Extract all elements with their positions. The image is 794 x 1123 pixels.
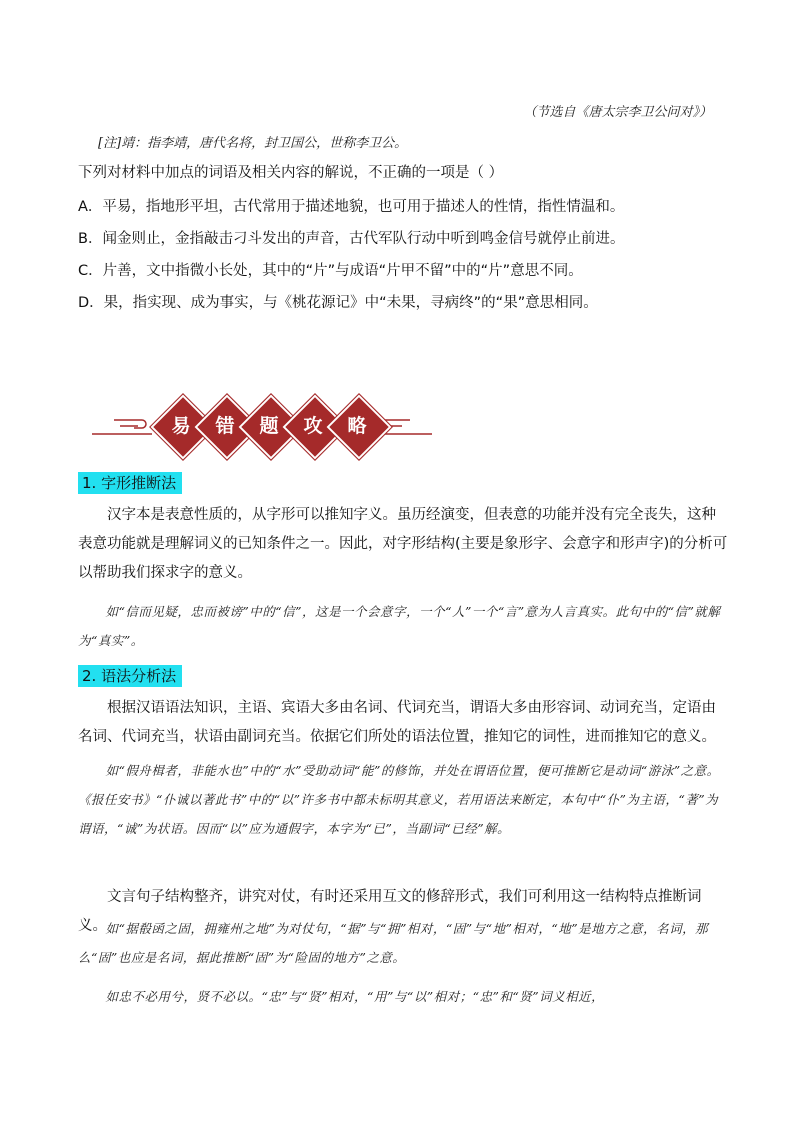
option-c: C．片善，文中指微小长处，其中的“片”与成语“片甲不留”中的“片”意思不同。 [78, 263, 583, 279]
banner-char: 略 [347, 415, 367, 437]
option-b: B．闻金则止，金指敲击刁斗发出的声音，古代军队行动中听到鸣金信号就停止前进。 [78, 231, 625, 247]
section-2-paragraph-2: 文言句子结构整齐，讲究对仗，有时还采用互文的修辞形式，我们可利用这一结构特点推断词义。 [78, 889, 702, 934]
section-2-example-2: 如“据殽函之固，拥雍州之地”为对仗句，“据”与“拥”相对，“固”与“地”相对，“地”是地方之意，名词，那么“固”也应是名词，据此推断“固”为“险固的地方”之意。 [78, 921, 709, 965]
banner-char: 攻 [303, 415, 323, 437]
annotation-note: [注]靖：指李靖，唐代名将，封卫国公，世称李卫公。 [98, 136, 408, 151]
source-citation: （节选自《唐太宗李卫公问对》） [523, 105, 712, 120]
section-heading-1: 1. 字形推断法 [78, 472, 182, 494]
section-1-example: 如“信而见疑，忠而被谤”中的“信”，这是一个会意字，一个“人”一个“言”意为人言真实。此句中的“信”就解为“真实”。 [78, 604, 721, 648]
section-heading-2: 2. 语法分析法 [78, 665, 182, 687]
section-2-example: 如“假舟楫者，非能水也”中的“水”受助动词“能”的修饰，并处在谓语位置，便可推断它是动词“游泳”之意。《报任安书》“仆诚以著此书”中的“以”许多书中都未标明其意义，若用语法来断定，本句中“仆”为主语，“著”为谓语，“诚”为状语。因而“以”应为通假字，本字为“已”，当副词“已经”解。 [78, 763, 720, 836]
question-stem: 下列对材料中加点的词语及相关内容的解说，不正确的一项是（ ） [78, 165, 504, 181]
banner-char: 易 [171, 415, 191, 437]
banner-char: 题 [259, 415, 279, 437]
section-banner [90, 396, 434, 456]
section-1-paragraph: 汉字本是表意性质的，从字形可以推知字义。虽历经演变，但表意的功能并没有完全丧失，这种表意功能就是理解词义的已知条件之一。因此，对字形结构(主要是象形字、会意字和形声字)的分析可以帮助我们探求字的意义。 [78, 507, 728, 581]
option-d: D．果，指实现、成为事实，与《桃花源记》中“未果，寻病终”的“果”意思相同。 [78, 295, 598, 311]
banner-char: 错 [215, 415, 235, 437]
option-a: A．平易，指地形平坦，古代常用于描述地貌，也可用于描述人的性情，指性情温和。 [78, 199, 625, 215]
section-2-example-3: 如忠不必用兮，贤不必以。“忠”与“贤”相对，“用”与“以”相对；“忠”和“贤”词义相近， [105, 989, 605, 1004]
section-2-paragraph: 根据汉语语法知识，主语、宾语大多由名词、代词充当，谓语大多由形容词、动词充当，定语由名词、代词充当，状语由副词充当。依据它们所处的语法位置，推知它的词性，进而推知它的意义。 [78, 700, 716, 745]
